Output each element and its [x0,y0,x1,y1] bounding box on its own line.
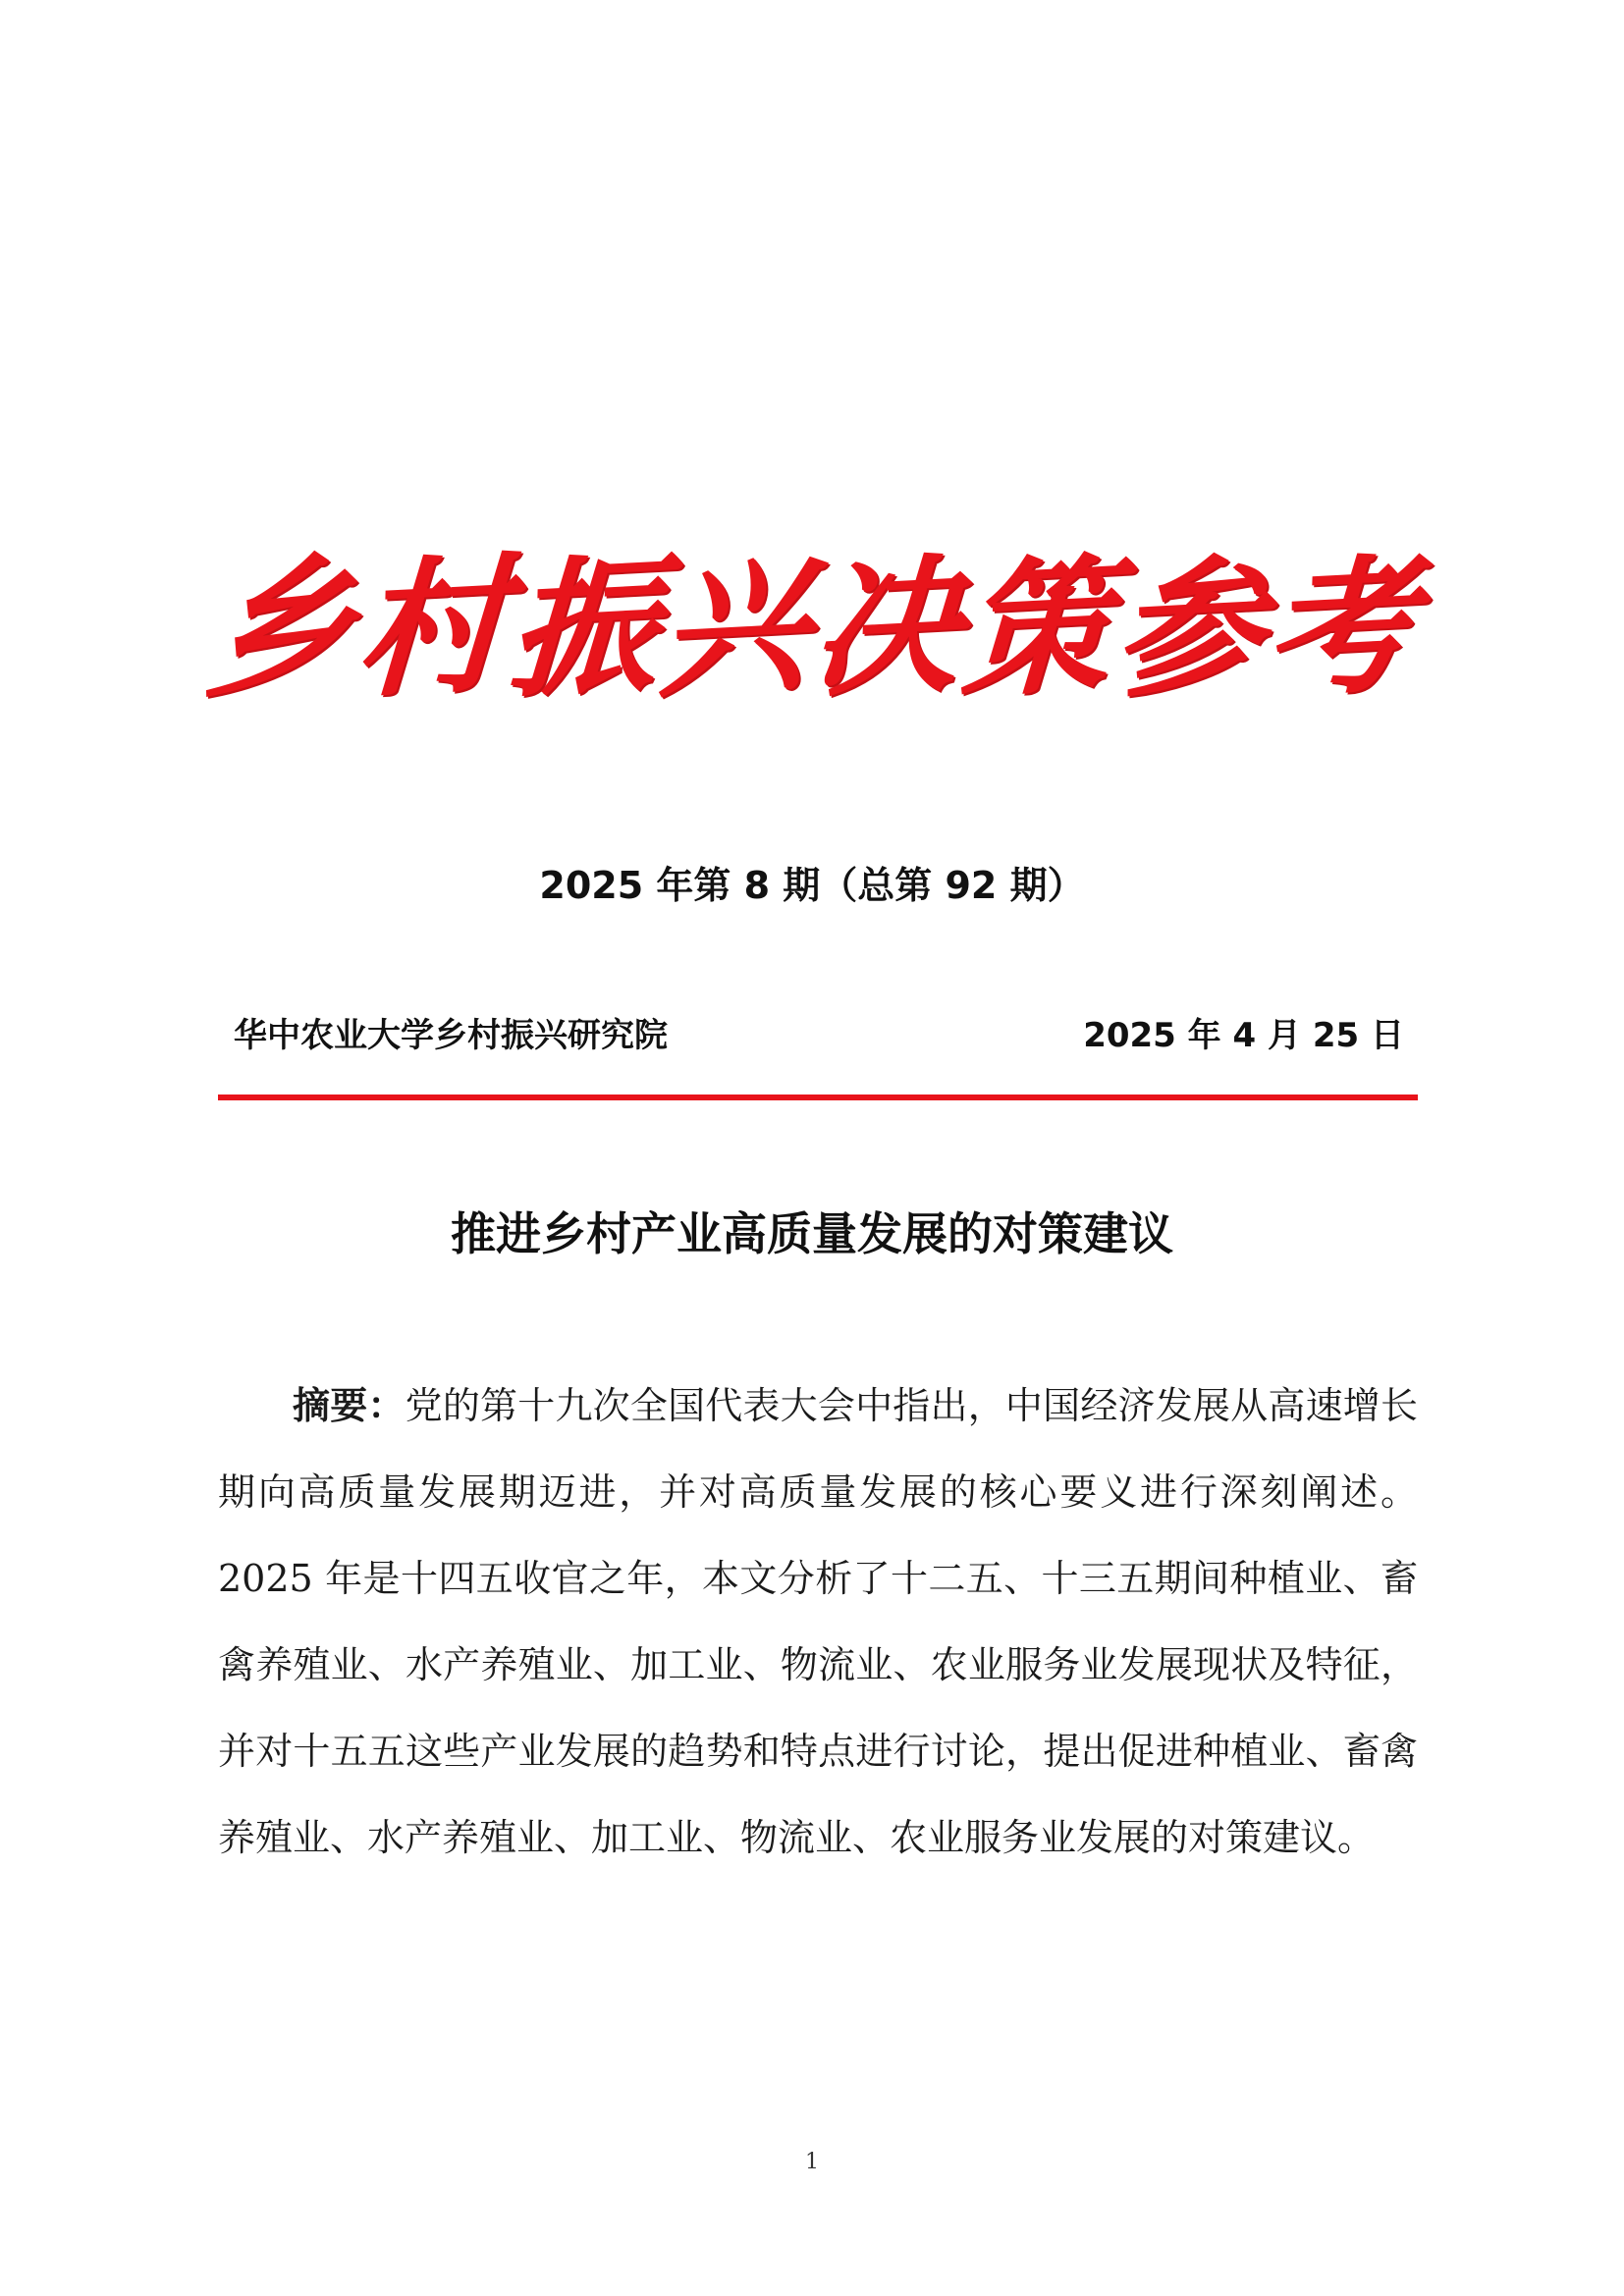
masthead-char: 参 [1110,538,1268,719]
page-number: 1 [805,2150,819,2174]
masthead-title [201,538,1419,719]
masthead-char: 兴 [655,538,813,719]
masthead-char: 策 [958,538,1116,719]
publish-date: 2025 年 4 月 25 日 [1083,1016,1404,1055]
masthead-char: 振 [504,538,662,719]
masthead-char: 决 [807,538,965,719]
abstract-label: 摘要： [293,1384,406,1427]
publisher-row [234,1011,1404,1060]
article-title: 推进乡村产业高质量发展的对策建议 [451,1207,1173,1260]
masthead-char: 村 [352,538,511,719]
abstract-paragraph [218,1362,1418,1881]
masthead-char: 乡 [201,538,358,719]
masthead-char: 考 [1262,538,1419,719]
organization-name: 华中农业大学乡村振兴研究院 [234,1016,668,1055]
abstract-text: 党的第十九次全国代表大会中指出，中国经济发展从高速增长期向高质量发展期迈进，并对高质量发展的核心要义进行深刻阐述。2025 年是十四五收官之年，本文分析了十二五、十三五期间种植业、畜禽养殖业、水产养殖业、加工业、物流业、农业服务业发展现状及特征，并对十五五这些产业发展的趋势和特点进行讨论，提出促进种植业、畜禽养殖业、水产养殖业、加工业、物流业、农业服务业发展的对策建议。 [218,1384,1418,1859]
issue-number: 2025 年第 8 期（总第 92 期） [539,864,1085,907]
header-divider [218,1095,1418,1100]
